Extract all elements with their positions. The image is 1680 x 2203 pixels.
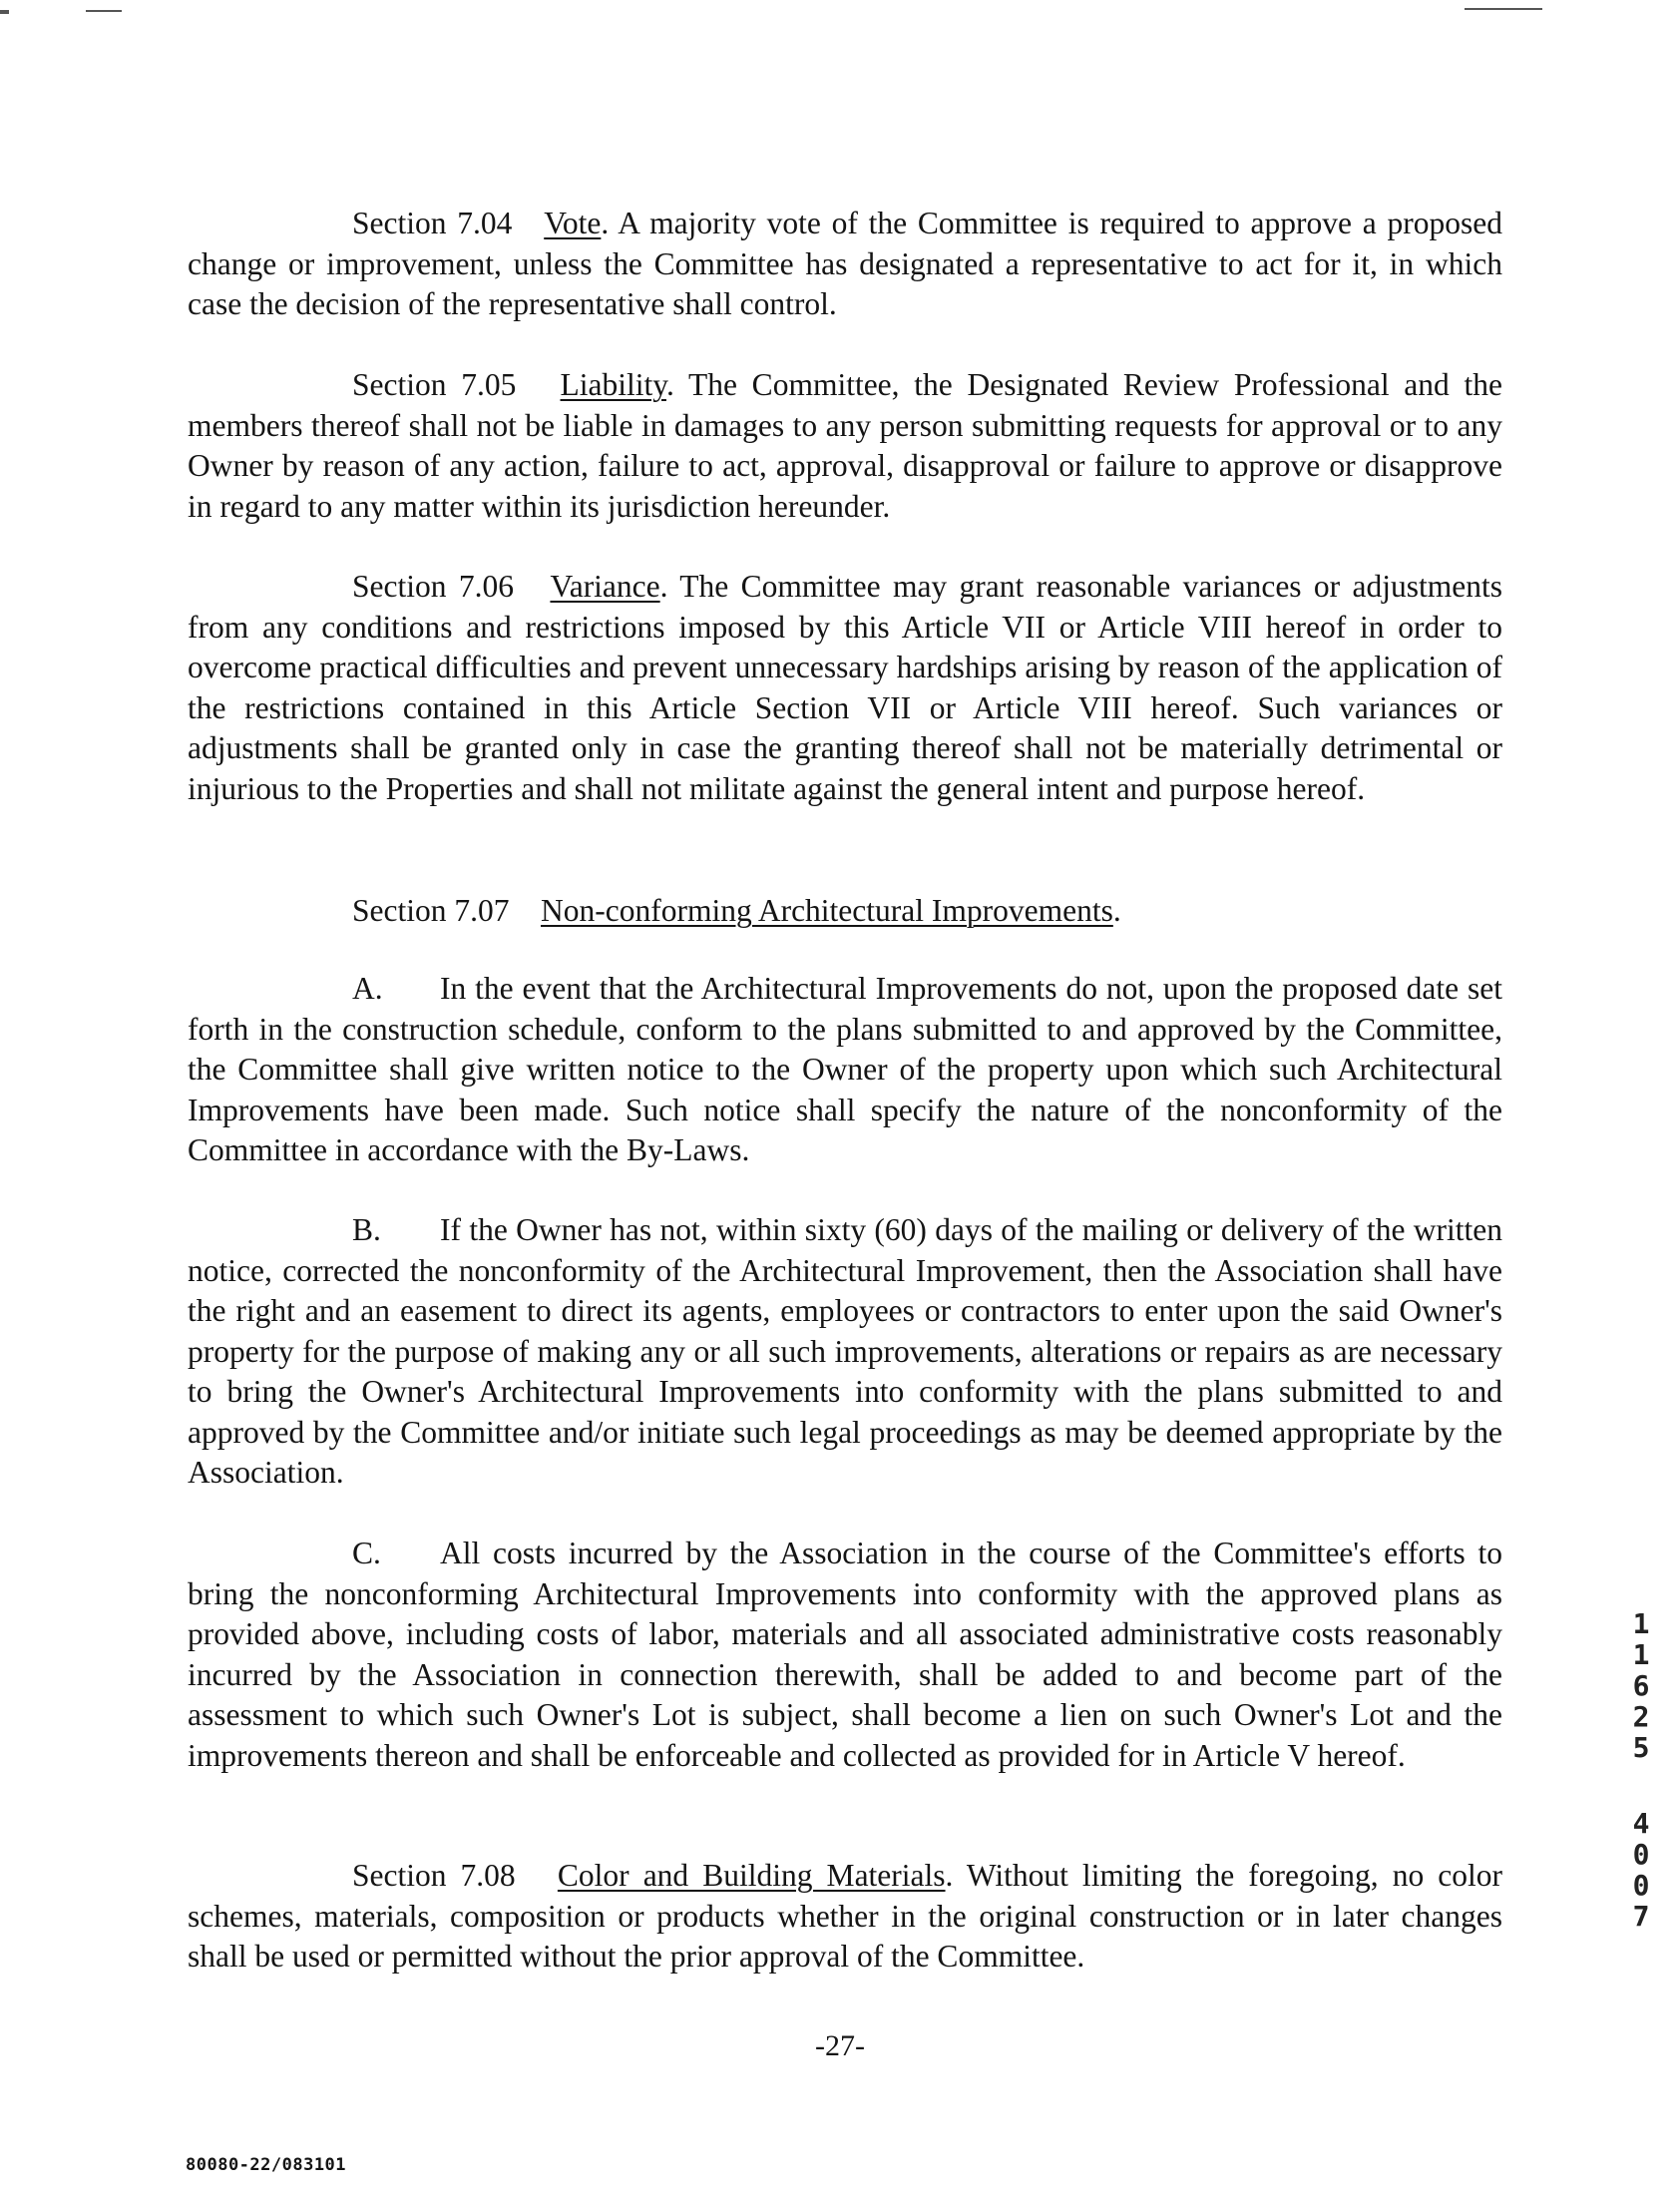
page-number: -27- bbox=[815, 2029, 865, 2062]
subsection-text: All costs incurred by the Association in the course of the Committee's efforts to bring the nonconforming Architectural Improvements into conformity with the approved plans as provided above, including costs of labor, materials and all associated administrative costs reasonably incurred by the Association in connection therewith, shall be added to and become part of the assessment to which such Owner's Lot is subject, shall become a lien on such Owner's Lot and the improvements thereon and shall be enforceable and collected as provided for in Article V hereof. bbox=[188, 1536, 1502, 1773]
scan-mark-top-left-dash bbox=[86, 10, 122, 12]
section-title: Non-conforming Architectural Improvements bbox=[541, 893, 1113, 928]
stamp-digit: 1 bbox=[1632, 1638, 1650, 1671]
stamp-digit: 5 bbox=[1632, 1731, 1650, 1764]
subsection-text: If the Owner has not, within sixty (60) days of the mailing or delivery of the written notice, corrected the nonconformity of the Architectural Improvement, then the Association shall have the right and an easement to direct its agents, employees or contractors to enter upon the said Owner's property for the purpose of making any or all such improvements, alterations or repairs as are necessary to bring the Owner's Architectural Improvements into conformity with the plans submitted to and approved by the Committee and/or initiate such legal proceedings as may be deemed appropriate by the Association. bbox=[188, 1212, 1502, 1490]
section-7-04 bbox=[188, 204, 1502, 325]
section-text: . The Committee, the Designated Review Professional and the members thereof shall not be liable in damages to any person submitting requests for approval or to any Owner by reason of any action, failure to act, approval, disapproval or failure to approve or disapprove in regard to any matter within its jurisdiction hereunder. bbox=[188, 367, 1502, 524]
stamp-digit: 2 bbox=[1632, 1700, 1650, 1733]
scan-mark-top-right bbox=[1465, 8, 1542, 10]
section-number: Section 7.05 bbox=[352, 367, 517, 402]
section-title: Liability bbox=[560, 367, 666, 402]
side-stamp-upper bbox=[1626, 1608, 1656, 1763]
section-text: . Without limiting the foregoing, no color schemes, materials, composition or products whether in the original construction or in later changes shall be used or permitted without the prior approval of the Committee. bbox=[188, 1858, 1502, 1974]
subsection-a bbox=[188, 969, 1502, 1171]
stamp-digit: 7 bbox=[1632, 1900, 1650, 1933]
subsection-letter: C. bbox=[352, 1536, 381, 1570]
section-number: Section 7.04 bbox=[352, 206, 513, 240]
document-code: 80080-22/083101 bbox=[186, 2155, 347, 2175]
section-number: Section 7.07 bbox=[352, 893, 510, 928]
section-7-08 bbox=[188, 1856, 1502, 1978]
section-number: Section 7.08 bbox=[352, 1858, 516, 1893]
section-7-05 bbox=[188, 365, 1502, 527]
section-text: . A majority vote of the Committee is required to approve a proposed change or improvement, unless the Committee has designated a representative to act for it, in which case the decision of the representative shall control. bbox=[188, 206, 1502, 321]
section-text: . bbox=[1112, 893, 1121, 928]
section-7-06 bbox=[188, 567, 1502, 809]
subsection-b bbox=[188, 1210, 1502, 1494]
subsection-c bbox=[188, 1534, 1502, 1776]
subsection-text: In the event that the Architectural Improvements do not, upon the proposed date set forth in the construction schedule, conform to the plans submitted to and approved by the Committee, the Committee shall give written notice to the Owner of the property upon which such Architectural Improvements have been made. Such notice shall specify the nature of the nonconformity of the Committee in accordance with the By-Laws. bbox=[188, 971, 1502, 1167]
subsection-letter: A. bbox=[352, 971, 383, 1006]
stamp-digit: 4 bbox=[1632, 1807, 1650, 1840]
section-text: . The Committee may grant reasonable variances or adjustments from any conditions and restrictions imposed by this Article VII or Article VIII hereof in order to overcome practical difficulties and prevent unnecessary hardships arising by reason of the application of the restrictions contained in this Article Section VII or Article VIII hereof. Such variances or adjustments shall be granted only in case the granting thereof shall not be materially detrimental or injurious to the Properties and shall not militate against the general intent and purpose hereof. bbox=[188, 569, 1502, 806]
stamp-digit: 0 bbox=[1632, 1838, 1650, 1871]
section-title: Color and Building Materials bbox=[557, 1858, 946, 1893]
side-stamp-lower bbox=[1626, 1808, 1656, 1932]
scan-mark-top-left bbox=[0, 10, 9, 14]
section-title: Variance bbox=[550, 569, 660, 604]
section-number: Section 7.06 bbox=[352, 569, 514, 604]
subsection-letter: B. bbox=[352, 1212, 381, 1247]
section-title: Vote bbox=[544, 206, 602, 240]
stamp-digit: 0 bbox=[1632, 1869, 1650, 1902]
stamp-digit: 1 bbox=[1632, 1607, 1650, 1640]
stamp-digit: 6 bbox=[1632, 1669, 1650, 1702]
section-7-07 bbox=[352, 891, 1121, 932]
